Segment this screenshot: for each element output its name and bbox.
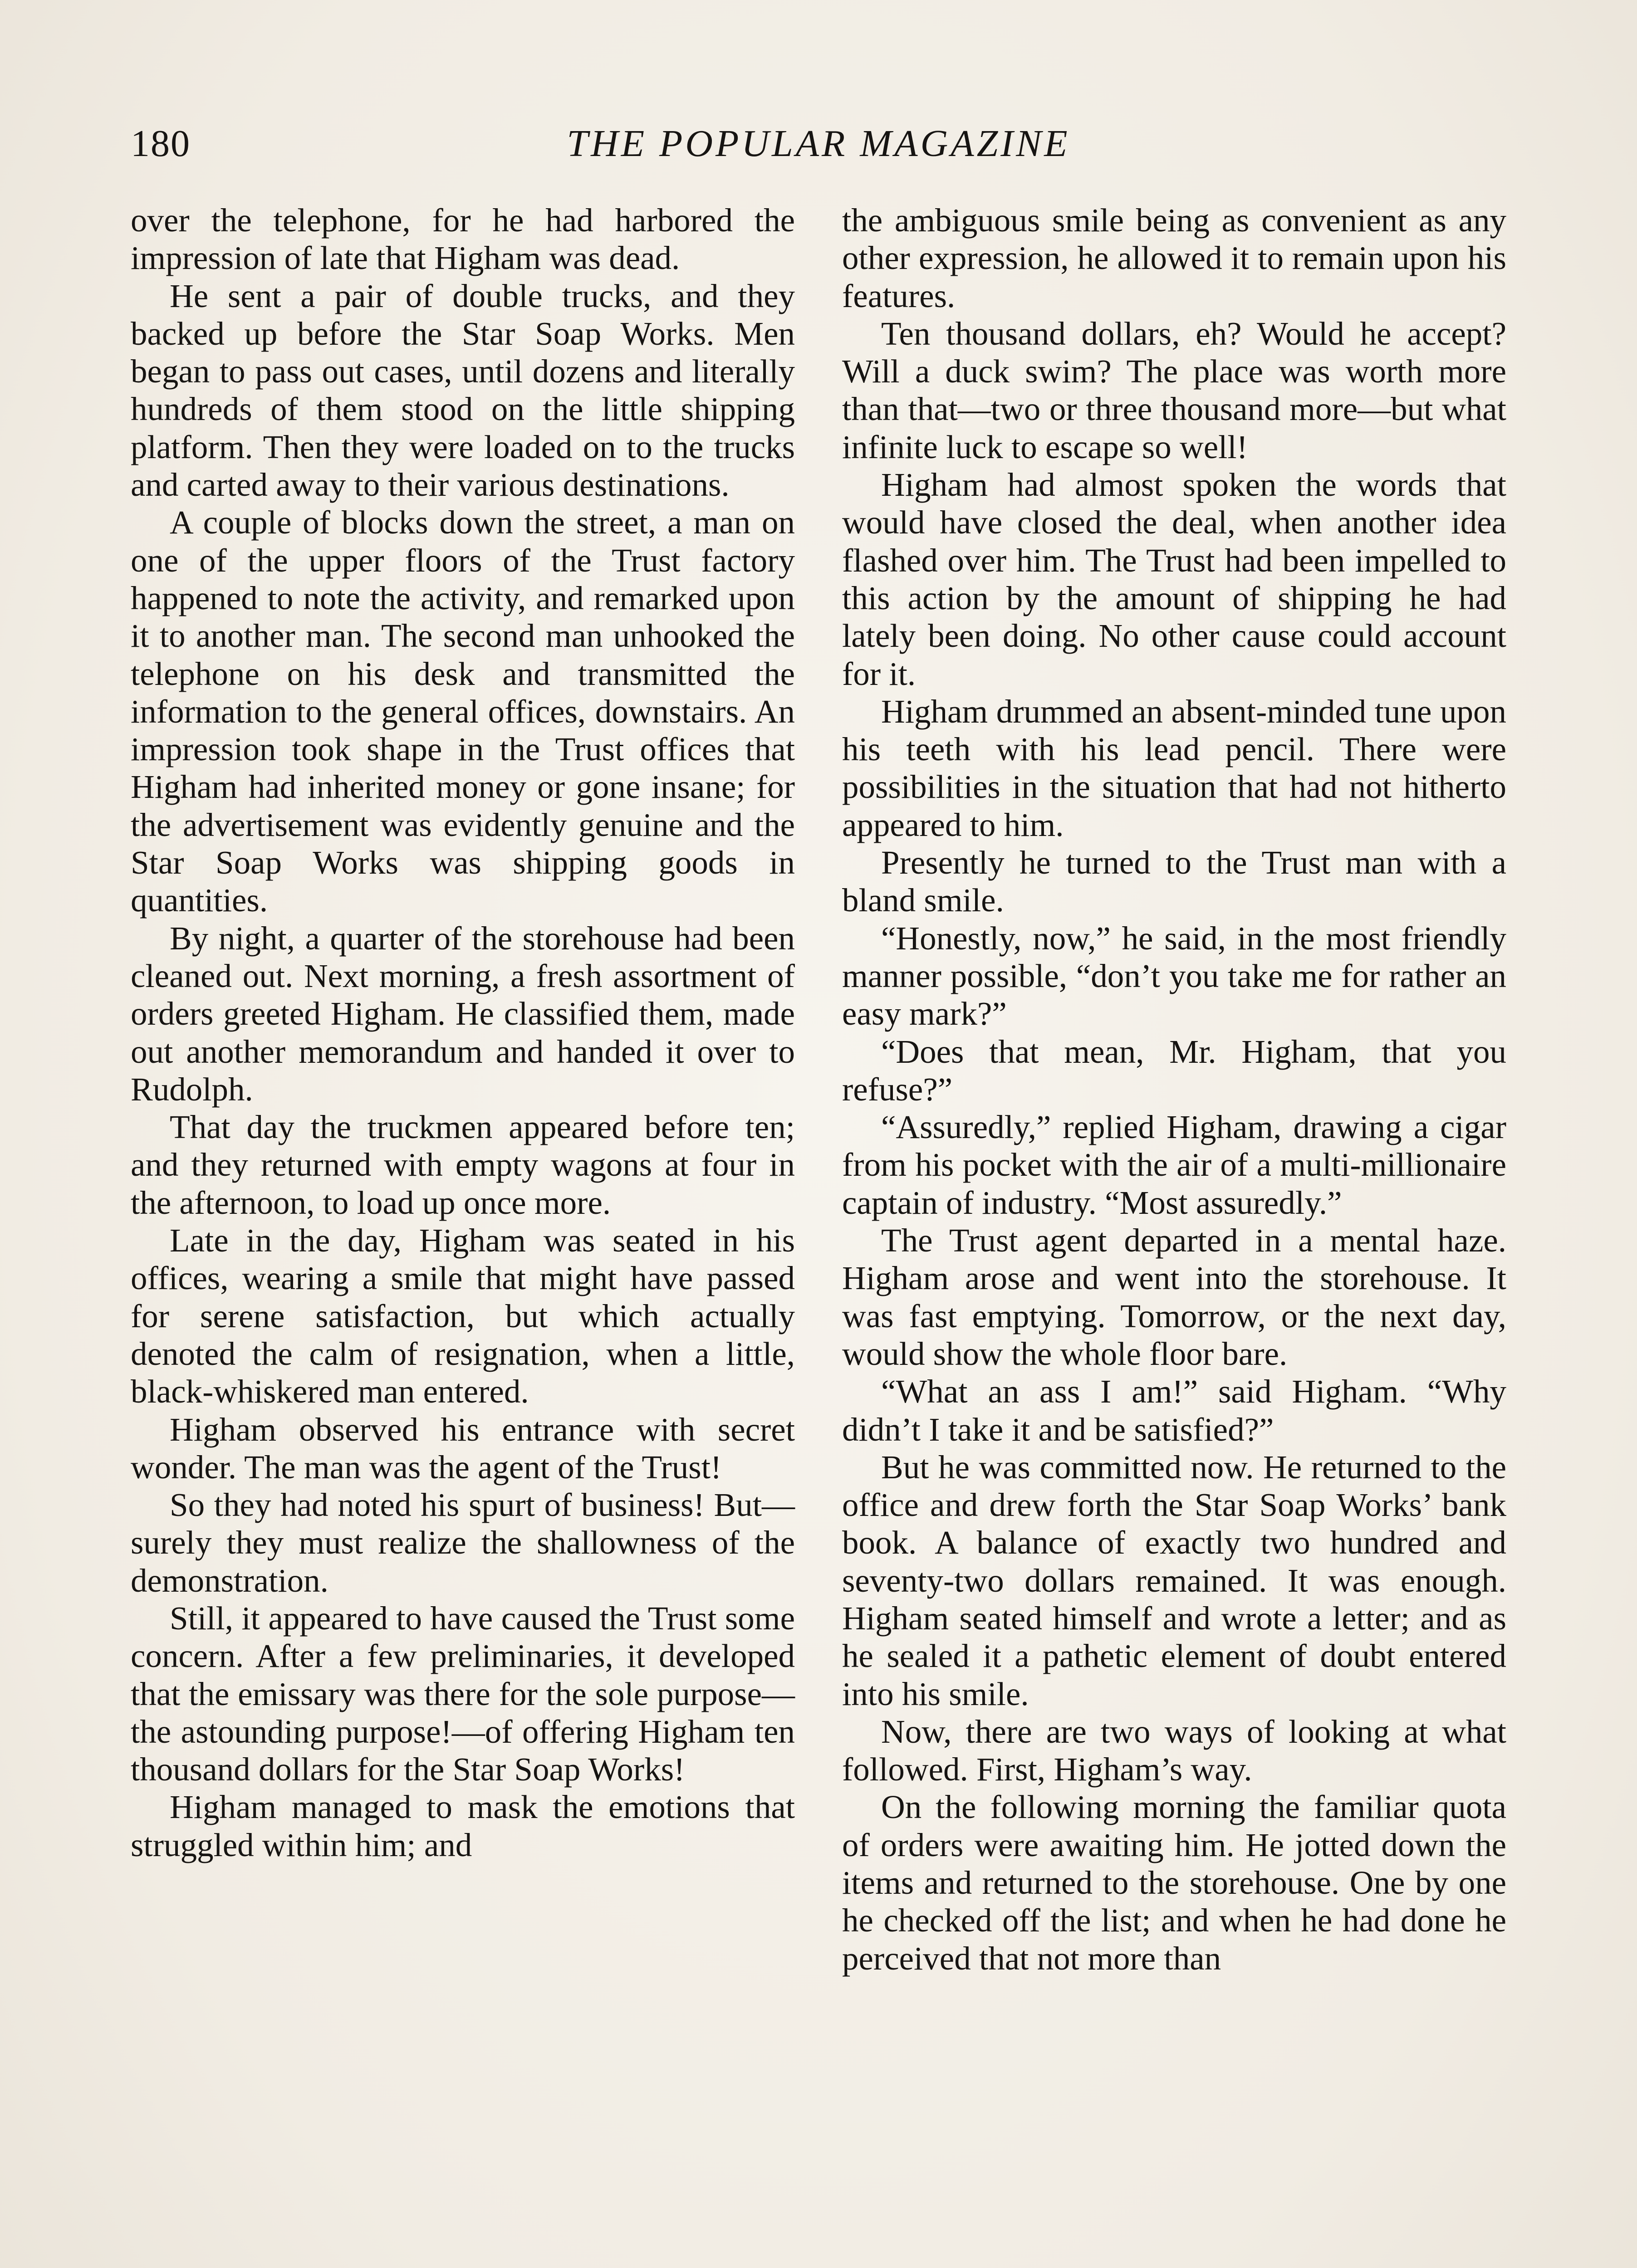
left-column <box>131 201 795 1864</box>
paragraph: He sent a pair of double trucks, and they backed up before the Star Soap Works. Men began to pass out cases, until dozens and literally hundreds of them stood on the little shipping platform. Then they were loaded on to the trucks and carted away to their various destinations. <box>131 277 795 503</box>
right-column <box>842 201 1506 1977</box>
paragraph: over the telephone, for he had harbored the impression of late that Higham was dead. <box>131 202 795 277</box>
paragraph: So they had noted his spurt of business! But—surely they must realize the shallowness of the demonstration. <box>131 1486 795 1599</box>
running-head: THE POPULAR MAGAZINE <box>567 122 1070 165</box>
paragraph: Ten thousand dollars, eh? Would he accept? Will a duck swim? The place was worth more than that—two or three thousand more—but what infinite luck to escape so well! <box>842 315 1506 465</box>
paragraph: But he was committed now. He returned to the office and drew forth the Star Soap Works’ bank book. A balance of exactly two hundred and seventy-two dollars remained. It was enough. Higham seated himself and wrote a letter; and as he sealed it a pathetic element of doubt entered into his smile. <box>842 1448 1506 1712</box>
paragraph: Higham drummed an absent-minded tune upon his teeth with his lead pencil. There were possibilities in the situation that had not hitherto appeared to him. <box>842 693 1506 843</box>
paragraph: “Assuredly,” replied Higham, drawing a cigar from his pocket with the air of a multi-millionaire captain of industry. “Most assuredly.” <box>842 1109 1506 1221</box>
paragraph: A couple of blocks down the street, a man on one of the upper floors of the Trust factory happened to note the activity, and remarked upon it to another man. The second man unhooked the telephone on his desk and transmitted the information to the general offices, downstairs. An impression took shape in the Trust offices that Higham had inherited money or gone insane; for the advertisement was evidently genuine and the Star Soap Works was shipping goods in quantities. <box>131 504 795 919</box>
paragraph: Late in the day, Higham was seated in his offices, wearing a smile that might have passed for serene satisfaction, but which actually denoted the calm of resignation, when a little, black-whiskered man entered. <box>131 1222 795 1410</box>
paragraph: Presently he turned to the Trust man with a bland smile. <box>842 844 1506 919</box>
paragraph: That day the truckmen appeared before ten; and they returned with empty wagons at four in the afternoon, to load up once more. <box>131 1109 795 1221</box>
paragraph: On the following morning the familiar quota of orders were awaiting him. He jotted down the items and returned to the storehouse. One by one he checked off the list; and when he had done he perceived that not more than <box>842 1789 1506 1977</box>
paragraph: By night, a quarter of the storehouse had been cleaned out. Next morning, a fresh assortment of orders greeted Higham. He classified them, made out another memorandum and handed it over to Rudolph. <box>131 919 795 1108</box>
paragraph: “What an ass I am!” said Higham. “Why didn’t I take it and be satisfied?” <box>842 1373 1506 1448</box>
paragraph: “Honestly, now,” he said, in the most friendly manner possible, “don’t you take me for rather an easy mark?” <box>842 919 1506 1032</box>
paragraph: Still, it appeared to have caused the Trust some concern. After a few preliminaries, it developed that the emissary was there for the sole purpose—the astounding purpose!—of offering Higham ten thousand dollars for the Star Soap Works! <box>131 1599 795 1788</box>
paragraph: Now, there are two ways of looking at what followed. First, Higham’s way. <box>842 1713 1506 1788</box>
paragraph: Higham observed his entrance with secret wonder. The man was the agent of the Trust! <box>131 1411 795 1486</box>
page-number: 180 <box>131 122 191 165</box>
paragraph: Higham managed to mask the emotions that struggled within him; and <box>131 1789 795 1863</box>
paragraph: Higham had almost spoken the words that would have closed the deal, when another idea flashed over him. The Trust had been impelled to this action by the amount of shipping he had lately been doing. No other cause could account for it. <box>842 466 1506 692</box>
paragraph: “Does that mean, Mr. Higham, that you refuse?” <box>842 1033 1506 1108</box>
paragraph: the ambiguous smile being as convenient as any other expression, he allowed it to remain upon his features. <box>842 202 1506 314</box>
page-header <box>131 119 1506 169</box>
paragraph: The Trust agent departed in a mental haze. Higham arose and went into the storehouse. It was fast emptying. Tomorrow, or the next day, would show the whole floor bare. <box>842 1222 1506 1372</box>
